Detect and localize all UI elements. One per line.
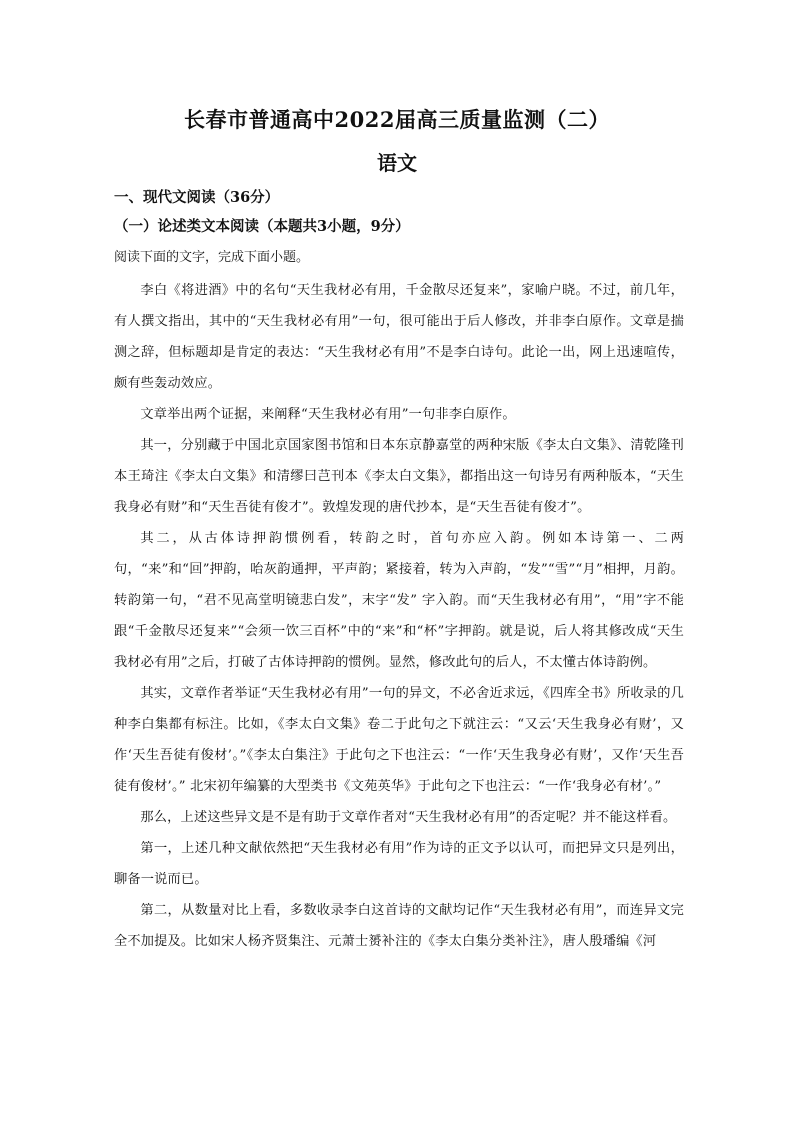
paragraph: 第一，上述几种文献依然把“天生我材必有用”作为诗的正文予以认可，而把异文只是列出，聊备一说而已。 (114, 841, 684, 887)
subject-title: 语文 (377, 151, 417, 175)
passage-body (114, 275, 684, 957)
paragraph: 那么，上述这些异文是不是有助于文章作者对“天生我材必有用”的否定呢？并不能这样看。 (140, 810, 677, 825)
section-heading: 一、现代文阅读（36分） (114, 189, 280, 206)
paragraph: 第二，从数量对比上看，多数收录李白这首诗的文献均记作“天生我材必有用”，而连异文完全不加提及。比如宋人杨齐贤集注、元萧士赟补注的《李太白集分类补注》，唐人殷璠编《河 (114, 903, 684, 949)
paragraph: 其一，分别藏于中国北京国家图书馆和日本东京静嘉堂的两种宋版《李太白文集》、清乾隆刊本王琦注《李太白文集》和清缪曰芑刊本《李太白文集》，都指出这一句诗另有两种版本，“天生我身必有财”和“天生吾徒有俊才”。敦煌发现的唐代抄本，是“天生吾徒有俊才”。 (114, 438, 684, 515)
instruction-text: 阅读下面的文字，完成下面小题。 (114, 250, 310, 265)
paragraph: 文章举出两个证据，来阐释“天生我材必有用”一句非李白原作。 (140, 407, 516, 422)
paragraph: 其二，从古体诗押韵惯例看，转韵之时，首句亦应入韵。例如本诗第一、二两句，“来”和“回”押韵，咍灰韵通押，平声韵；紧接着，转为入声韵，“发”“雪”“月”相押，月韵。转韵第一句，“君不见高堂明镜悲白发”，末字“发” 字入韵。而“天生我材必有用”，“用”字不能跟“千金散尽还复来”“会须一饮三百杯”中的“来”和“杯”字押韵。就是说，后人将其修改成“天生我材必有用”之后，打破了古体诗押韵的惯例。显然，修改此句的后人，不太懂古体诗韵例。 (114, 531, 684, 670)
exam-title: 长春市普通高中2022届高三质量监测（二） (184, 107, 610, 132)
paragraph: 李白《将进酒》中的名句“天生我材必有用，千金散尽还复来”，家喻户晓。不过，前几年，有人撰文指出，其中的“天生我材必有用”一句，很可能出于后人修改，并非李白原作。文章是揣测之辞，但标题却是肯定的表达：“天生我材必有用”不是李白诗句。此论一出，网上迅速喧传，颇有些轰动效应。 (114, 283, 684, 391)
paragraph: 其实，文章作者举证“天生我材必有用”一句的异文，不必舍近求远，《四库全书》所收录的几种李白集都有标注。比如，《李太白文集》卷二于此句之下就注云：“又云‘天生我身必有财’，又作‘天生吾徒有俊材’。”《李太白集注》于此句之下也注云：“一作‘天生我身必有财’，又作‘天生吾徒有俊材’。” 北宋初年编纂的大型类书《文苑英华》于此句之下也注云：“一作‘我身必有材’。” (114, 686, 684, 794)
subsection-heading: （一）论述类文本阅读（本题共3小题，9分） (114, 218, 410, 235)
